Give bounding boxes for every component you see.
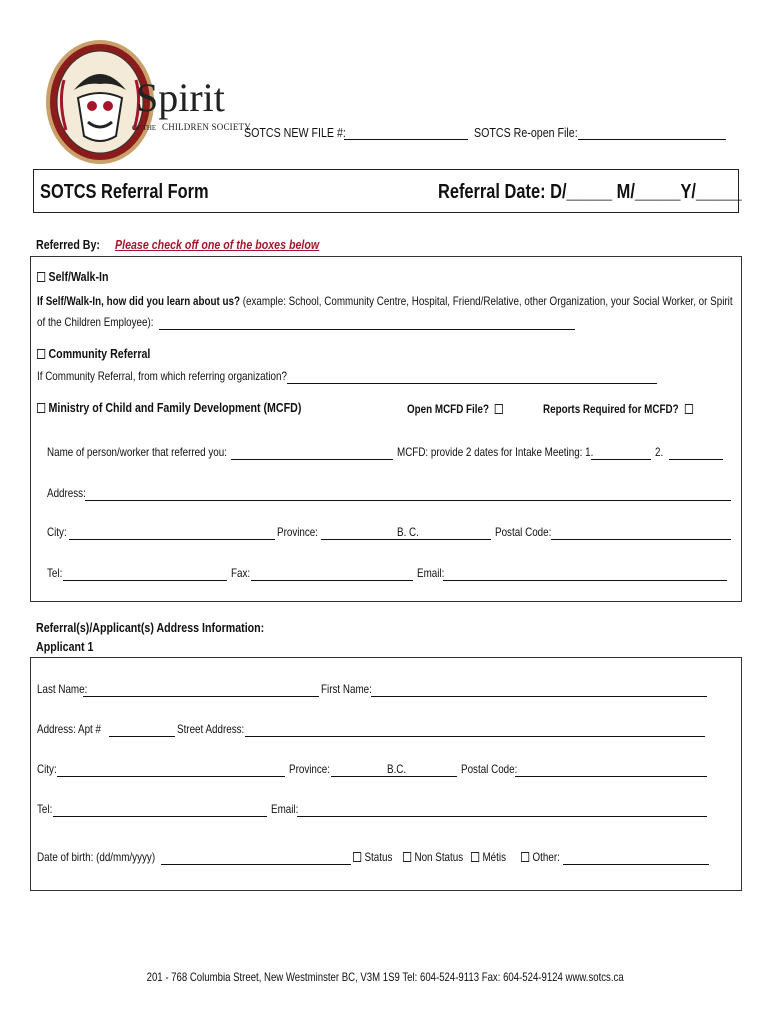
- logo-wordmark: Spirit: [136, 75, 225, 120]
- intake-date-1-field[interactable]: [591, 459, 651, 460]
- self-question-rest: (example: School, Community Centre, Hospital, Friend/Relative, other Organization, your Social Worker, or Spirit: [240, 294, 733, 308]
- logo-of-the: OF THE: [132, 124, 157, 132]
- mcfd-checkbox[interactable]: [37, 403, 45, 413]
- reopen-file-field[interactable]: [578, 139, 726, 140]
- worker-field[interactable]: [231, 459, 393, 460]
- referred-by-label: Referred By:: [36, 237, 100, 252]
- other-field[interactable]: [563, 864, 709, 865]
- street-address-label: Street Address:: [177, 722, 245, 736]
- open-mcfd-file-label: Open MCFD File?: [407, 402, 489, 416]
- title-bar: [33, 169, 742, 213]
- referrer-fax-field[interactable]: [251, 580, 413, 581]
- self-question: [37, 294, 733, 308]
- referrer-tel-label: Tel:: [47, 566, 63, 580]
- community-question: If Community Referral, from which referring organization?: [37, 369, 287, 383]
- metis-option[interactable]: [471, 850, 506, 864]
- new-file-label: SOTCS NEW FILE #:: [244, 125, 346, 140]
- status-option[interactable]: [353, 850, 392, 864]
- form-title: SOTCS Referral Form: [40, 181, 209, 203]
- logo-subtitle: CHILDREN SOCIETY: [162, 122, 251, 132]
- community-organization-field[interactable]: [287, 383, 657, 384]
- referrer-tel-field[interactable]: [63, 580, 227, 581]
- applicant-postal-field[interactable]: [515, 776, 707, 777]
- self-question-line2: of the Children Employee):: [37, 315, 154, 329]
- non-status-checkbox[interactable]: [403, 852, 411, 862]
- reports-required-label: Reports Required for MCFD?: [543, 402, 679, 416]
- intake-date-2-field[interactable]: [669, 459, 723, 460]
- intake-label: MCFD: provide 2 dates for Intake Meeting: 1.: [397, 445, 594, 459]
- referred-by-instruction: Please check off one of the boxes below: [115, 237, 320, 252]
- last-name-field[interactable]: [83, 696, 319, 697]
- referrer-email-label: Email:: [417, 566, 445, 580]
- footer: [0, 968, 770, 986]
- logo: [44, 40, 251, 165]
- referral-date-label[interactable]: Referral Date: D/_____ M/_____Y/_____: [438, 181, 742, 203]
- reopen-file-label: SOTCS Re-open File:: [474, 125, 578, 140]
- dob-label: Date of birth: (dd/mm/yyyy): [37, 850, 156, 864]
- mcfd-label: Ministry of Child and Family Development (MCFD): [48, 400, 302, 415]
- self-source-field[interactable]: [159, 329, 575, 330]
- reports-required-checkbox[interactable]: [685, 404, 693, 414]
- other-option[interactable]: [521, 850, 560, 864]
- referrer-province-label: Province:: [277, 525, 319, 539]
- referrer-city-field[interactable]: [69, 539, 275, 540]
- community-referral-checkbox[interactable]: [37, 349, 45, 359]
- referral-section: [30, 256, 742, 602]
- self-walk-in-option[interactable]: [37, 269, 109, 284]
- intake-two-label: 2.: [655, 445, 664, 459]
- first-name-field[interactable]: [371, 696, 707, 697]
- street-address-field[interactable]: [245, 736, 705, 737]
- metis-label: Métis: [482, 850, 506, 864]
- reports-required-option[interactable]: [543, 402, 696, 416]
- applicant-province-field[interactable]: [331, 776, 457, 777]
- applicant-email-field[interactable]: [297, 816, 707, 817]
- community-referral-option[interactable]: [37, 346, 150, 361]
- status-label: Status: [364, 850, 393, 864]
- applicant-province-label: Province:: [289, 762, 331, 776]
- applicant-heading: Referral(s)/Applicant(s) Address Information:: [36, 620, 265, 635]
- open-mcfd-file-option[interactable]: [407, 402, 507, 416]
- non-status-label: Non Status: [414, 850, 464, 864]
- community-referral-label: Community Referral: [48, 346, 151, 361]
- self-question-bold: If Self/Walk-In, how did you learn about us?: [37, 294, 241, 308]
- apt-field[interactable]: [109, 736, 175, 737]
- first-name-label: First Name:: [321, 682, 372, 696]
- referrer-email-field[interactable]: [443, 580, 727, 581]
- self-walk-in-checkbox[interactable]: [37, 272, 45, 282]
- applicant-tel-field[interactable]: [53, 816, 267, 817]
- applicant-province-value: B.C.: [387, 762, 407, 776]
- footer-address: 201 - 768 Columbia Street, New Westminster BC, V3M 1S9 Tel: 604-524-9113 Fax: 604-524-9124 www.sotcs.ca: [146, 970, 624, 984]
- referrer-address-field[interactable]: [85, 500, 731, 501]
- applicant-postal-label: Postal Code:: [461, 762, 518, 776]
- other-label: Other:: [532, 850, 560, 864]
- referrer-address-label: Address:: [47, 486, 86, 500]
- other-checkbox[interactable]: [521, 852, 529, 862]
- last-name-label: Last Name:: [37, 682, 88, 696]
- applicant-city-label: City:: [37, 762, 57, 776]
- open-mcfd-file-checkbox[interactable]: [495, 404, 503, 414]
- metis-checkbox[interactable]: [471, 852, 479, 862]
- applicant-subheading: Applicant 1: [36, 639, 94, 654]
- status-checkbox[interactable]: [353, 852, 361, 862]
- referrer-city-label: City:: [47, 525, 67, 539]
- new-file-field[interactable]: [344, 139, 468, 140]
- applicant-section: [30, 657, 742, 891]
- worker-label: Name of person/worker that referred you:: [47, 445, 227, 459]
- referrer-province-field[interactable]: [321, 539, 491, 540]
- self-walk-in-label: Self/Walk-In: [48, 269, 109, 284]
- dob-field[interactable]: [161, 864, 351, 865]
- applicant-city-field[interactable]: [57, 776, 285, 777]
- referrer-fax-label: Fax:: [231, 566, 251, 580]
- applicant-email-label: Email:: [271, 802, 299, 816]
- non-status-option[interactable]: [403, 850, 463, 864]
- mcfd-option[interactable]: [37, 400, 301, 415]
- referrer-postal-label: Postal Code:: [495, 525, 552, 539]
- referrer-postal-field[interactable]: [551, 539, 731, 540]
- referrer-province-value: B. C.: [397, 525, 419, 539]
- applicant-tel-label: Tel:: [37, 802, 53, 816]
- apt-label: Address: Apt #: [37, 722, 101, 736]
